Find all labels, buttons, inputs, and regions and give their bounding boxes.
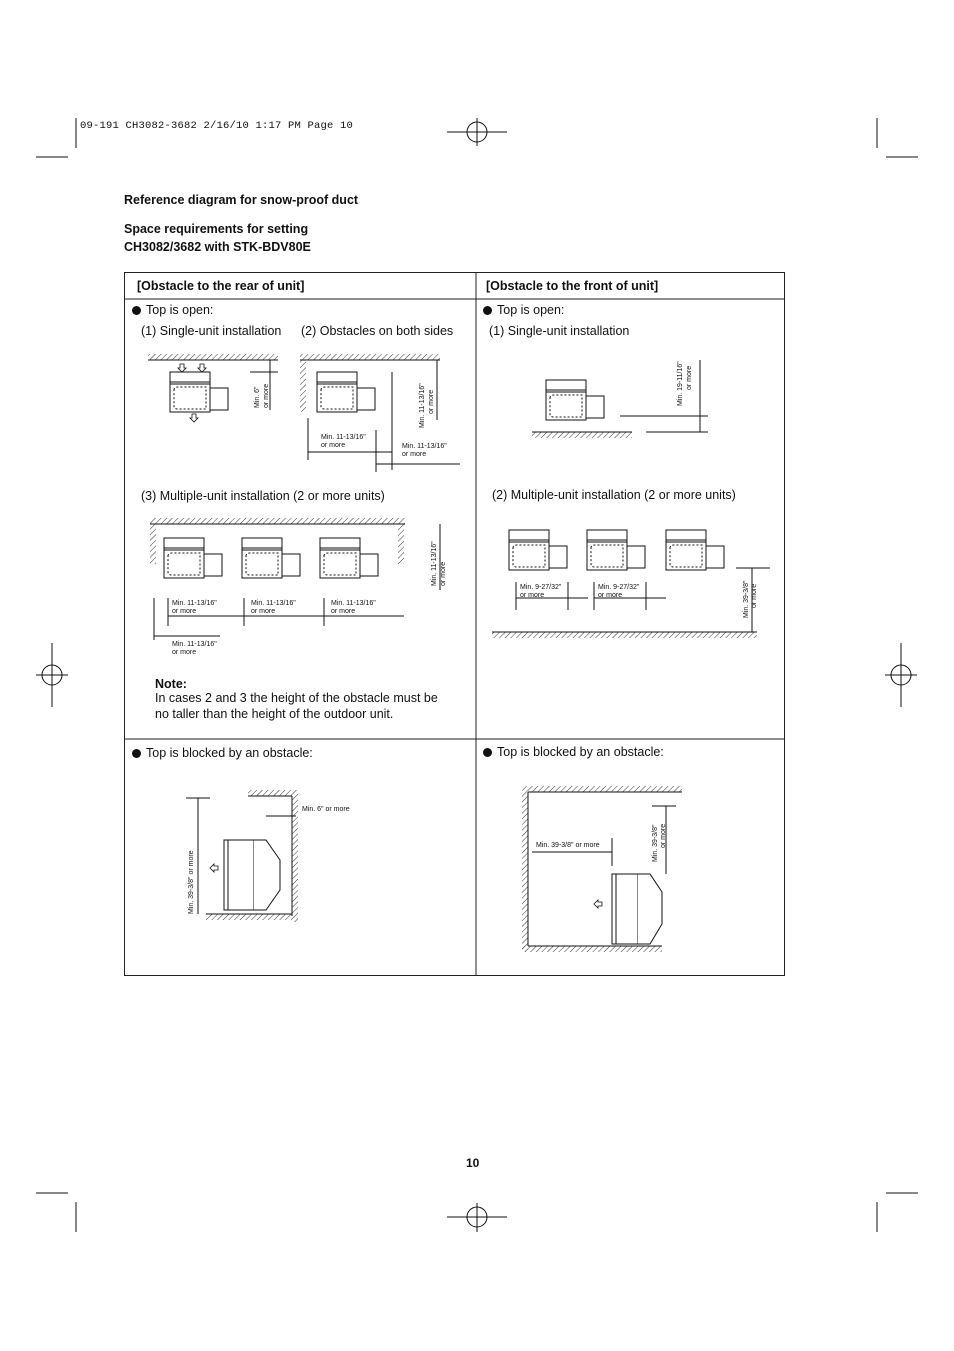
- dim-or-more: or more: [751, 583, 758, 608]
- dim-min-11-13-16-vertical: Min. 11-13/16": [419, 383, 426, 428]
- dim-text: Min. 11-13/16": [251, 600, 296, 607]
- dim-19-11-16: Min. 19-11/16": [677, 361, 684, 406]
- dim-text: or more: [251, 608, 276, 615]
- dim-multi-3: [331, 600, 376, 616]
- dim-9-27-32-b: [598, 584, 639, 600]
- dim-min6: [254, 386, 262, 408]
- dim-text: Min. 11-13/16": [172, 600, 217, 607]
- dim-text: or more: [520, 592, 545, 599]
- dim-multi-4: [172, 641, 217, 657]
- front-top-blocked-label: Top is blocked by an obstacle:: [497, 745, 664, 759]
- section-title-line2: CH3082/3682 with STK-BDV80E: [124, 240, 311, 254]
- dim-or-more: or more: [428, 389, 435, 414]
- registration-mark-bottom: [447, 1203, 507, 1232]
- front-top-open-label: Top is open:: [497, 303, 565, 317]
- rear-single-label: (1) Single-unit installation: [141, 324, 282, 338]
- dim-blocked-39-h: Min. 39-3/8" or more: [536, 842, 600, 849]
- dim-text: Min. 11-13/16": [172, 641, 217, 648]
- rear-top-blocked: [132, 746, 313, 760]
- rear-multiple-label: (3) Multiple-unit installation (2 or more units): [141, 489, 385, 503]
- front-heading: [Obstacle to the front of unit]: [486, 279, 659, 293]
- note-line1: In cases 2 and 3 the height of the obstacle must be: [155, 691, 438, 705]
- rear-heading: [Obstacle to the rear of unit]: [137, 279, 305, 293]
- dim-text: Min. 6": [254, 386, 261, 408]
- front-single-label: (1) Single-unit installation: [489, 324, 630, 338]
- dim-or-more: or more: [263, 383, 270, 408]
- dim-text: Min. 9-27/32": [598, 584, 640, 591]
- bullet-icon: [132, 306, 141, 315]
- front-top-open: [483, 303, 564, 317]
- dim-blocked-39-v: Min. 39-3/8": [652, 824, 659, 862]
- registration-mark-top: [447, 118, 507, 146]
- note-line2: no taller than the height of the outdoor unit.: [155, 707, 394, 721]
- bullet-icon: [483, 306, 492, 315]
- note-title: Note:: [155, 677, 187, 691]
- rear-top-open: [132, 303, 213, 317]
- dim-text: or more: [402, 451, 427, 458]
- dim-multi-2: [251, 600, 296, 616]
- dim-blocked-min6: Min. 6" or more: [302, 806, 350, 813]
- dim-or-more: or more: [686, 365, 693, 390]
- dim-min-11-13-16-a: [321, 434, 366, 450]
- dim-multi-1: [172, 600, 217, 616]
- page-title: Reference diagram for snow-proof duct: [124, 193, 359, 207]
- bullet-icon: [483, 748, 492, 757]
- registration-mark-left: [36, 643, 68, 707]
- dim-min-11-13-16-b: [402, 443, 447, 459]
- print-slug: 09-191 CH3082-3682 2/16/10 1:17 PM Page 10: [80, 120, 354, 132]
- dim-text: or more: [321, 442, 346, 449]
- dim-text: or more: [331, 608, 356, 615]
- dim-text: Min. 9-27/32": [520, 584, 562, 591]
- dim-text: Min. 11-13/16": [331, 600, 376, 607]
- dim-text: Min. 11-13/16": [402, 443, 447, 450]
- rear-top-open-label: Top is open:: [146, 303, 214, 317]
- rear-both-sides-label: (2) Obstacles on both sides: [301, 324, 454, 338]
- dim-multi-vertical: Min. 11-13/16": [431, 541, 438, 586]
- dim-text: or more: [172, 649, 197, 656]
- registration-mark-right: [885, 643, 917, 707]
- bullet-icon: [132, 749, 141, 758]
- dim-text: or more: [598, 592, 623, 599]
- dim-text: Min. 11-13/16": [321, 434, 366, 441]
- dim-or-more: or more: [440, 561, 447, 586]
- dim-or-more: or more: [660, 823, 667, 848]
- front-multiple-label: (2) Multiple-unit installation (2 or more units): [492, 488, 736, 502]
- dim-39-38-multi: Min. 39-3/8": [743, 580, 750, 618]
- rear-top-blocked-label: Top is blocked by an obstacle:: [146, 746, 313, 760]
- front-top-blocked: [483, 745, 664, 759]
- page-number: 10: [466, 1156, 480, 1170]
- dim-9-27-32-a: [520, 584, 561, 600]
- dim-text: or more: [172, 608, 197, 615]
- section-title-line1: Space requirements for setting: [124, 222, 309, 236]
- dim-blocked-39: Min. 39-3/8" or more: [188, 850, 195, 914]
